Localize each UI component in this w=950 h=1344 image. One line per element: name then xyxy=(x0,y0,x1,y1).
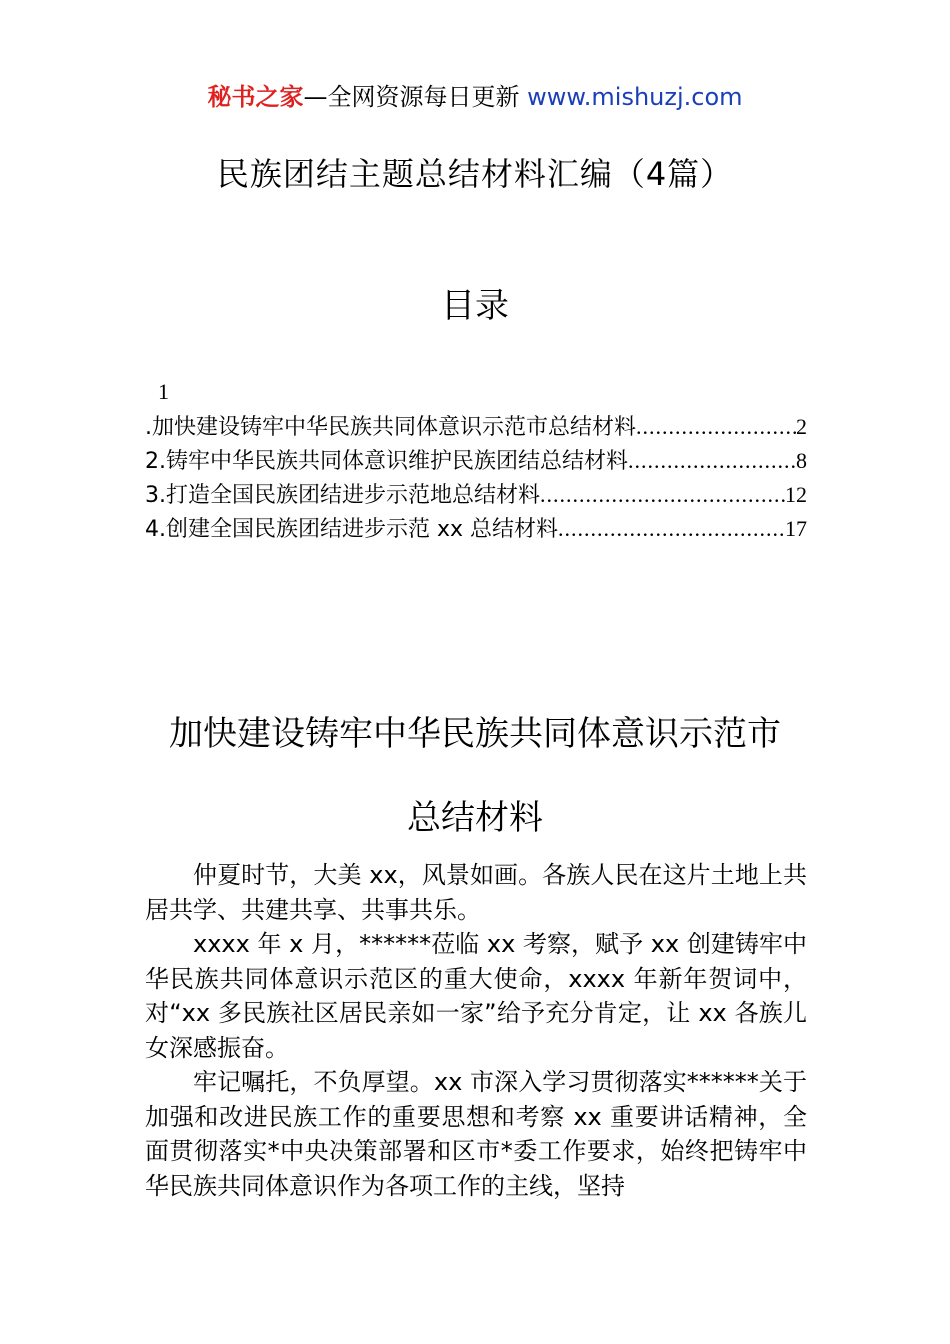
toc-entry[interactable] xyxy=(145,410,807,444)
toc-entry-title: .加快建设铸牢中华民族共同体意识示范市总结材料 xyxy=(145,415,636,440)
toc-entry-title: 3.打造全国民族团结进步示范地总结材料 xyxy=(145,483,540,508)
toc-heading: 目录 xyxy=(441,286,509,326)
site-header xyxy=(0,80,950,114)
header-tagline: —全网资源每日更新 xyxy=(303,83,520,111)
toc-entry[interactable] xyxy=(145,478,807,512)
body-paragraph: 牢记嘱托，不负厚望。xx 市深入学习贯彻落实******关于加强和改进民族工作的重要思想和考察 xx 重要讲话精神，全面贯彻落实*中央决策部署和区市*委工作要求，始终把铸牢中华民族共同体意识作为各项工作的主线，坚持 xyxy=(145,1068,807,1200)
toc-first-number: 1 xyxy=(158,379,169,404)
toc-entry-page: 8 xyxy=(796,448,807,473)
toc-entry-page: 17 xyxy=(785,516,807,541)
toc-entry[interactable] xyxy=(145,444,807,478)
section-title xyxy=(0,692,950,860)
toc-entry-title: 4.创建全国民族团结进步示范 xx 总结材料 xyxy=(145,517,559,542)
section-title-line-1: 加快建设铸牢中华民族共同体意识示范市 xyxy=(169,714,781,754)
site-url-link[interactable]: www.mishuzj.com xyxy=(527,83,743,111)
toc-leader-dots xyxy=(540,482,785,508)
toc-leader-dots xyxy=(558,516,785,542)
brand-name: 秘书之家 xyxy=(207,83,304,111)
document-title: 民族团结主题总结材料汇编（4篇） xyxy=(216,155,734,193)
section-title-line-2: 总结材料 xyxy=(407,798,543,838)
toc-entry-title: 2.铸牢中华民族共同体意识维护民族团结总结材料 xyxy=(145,449,628,474)
body-paragraph: xxxx 年 x 月，******莅临 xx 考察，赋予 xx 创建铸牢中华民族共同体意识示范区的重大使命，xxxx 年新年贺词中，对“xx 多民族社区居民亲如一家”给予充分肯定，让 xx 各族儿女深感振奋。 xyxy=(145,930,807,1062)
toc-entry-page: 2 xyxy=(796,414,807,439)
section-body xyxy=(145,858,807,1203)
toc-leader-dots xyxy=(636,414,796,440)
toc-entry-page: 12 xyxy=(785,482,807,507)
table-of-contents xyxy=(145,410,807,546)
body-paragraph: 仲夏时节，大美 xx，风景如画。各族人民在这片土地上共居共学、共建共享、共事共乐。 xyxy=(145,861,807,924)
toc-entry[interactable] xyxy=(145,512,807,546)
toc-leader-dots xyxy=(628,448,796,474)
